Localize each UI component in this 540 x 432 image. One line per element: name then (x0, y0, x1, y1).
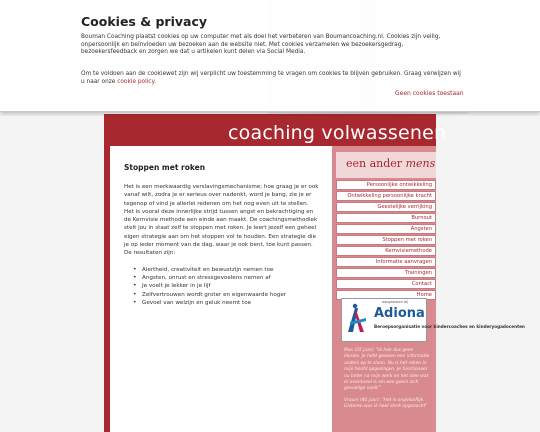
list-item: • Gevoel van welzijn en geluk neemt toe (124, 299, 320, 307)
nav-item-trainingen[interactable]: Trainingen (336, 268, 436, 278)
nav-item-persoonlijke-ontwikkeling[interactable]: Persoonlijke ontwikkeling (336, 180, 436, 190)
nav-item-ontwikkeling-persoonlijke-kracht[interactable]: Ontwikkeling persoonlijke kracht (336, 191, 436, 201)
slogan-emphasis: mens (405, 157, 436, 170)
nav-item-home[interactable]: Home (336, 290, 436, 300)
logo-tagline: Beroepsorganisatie voor kindercoaches en kinderyogadocenten (374, 324, 525, 329)
article (124, 163, 320, 307)
left-background (0, 114, 104, 432)
decline-cookies-link[interactable]: Geen cookies toestaan (395, 90, 464, 97)
list-item: • Je voelt je lekker in je lijf (124, 282, 320, 290)
article-heading: Stoppen met roken (124, 163, 206, 172)
testimonial-quote: Vroum (40 jaar): "Het is ongelooflijk. Gisteren was ik heel sterk opgezocht" (344, 397, 428, 410)
cookie-policy-link[interactable]: cookie policy (117, 78, 155, 85)
logo-caption: aangesloten bij (382, 300, 409, 304)
testimonials (344, 348, 430, 416)
results-list (124, 266, 320, 307)
cookie-banner (0, 0, 540, 112)
slogan-part: een ander (346, 157, 406, 170)
nav-item-angsten[interactable]: Angsten (336, 224, 436, 234)
article-paragraph: Het is een merkwaardig verslavingsmechanisme; hoe graag je er ook vanaf wilt, zodra je er serieus over nadenkt, word je bang, zie je er tegenop of vind je allerlei redenen om het nog even uit te stellen. Het is vooral deze innerlijke strijd tussen angst en bekrachtiging en de Kernvisie methode een einde aan maakt. De coachingsmethodiek stelt jou in staat zelf te stoppen met roken. Je leert jezelf een geheel eigen strategie aan om het stoppen vol te houden. Een strategie die je op ieder moment van de dag, waar je ook bent, toe kunt passen. De resultaten zijn: (124, 184, 319, 257)
nav-item-contact[interactable]: Contact (336, 279, 436, 289)
cookie-consent-end: . (154, 78, 156, 85)
cookie-text: Bouman Coaching plaatst cookies op uw computer met als doel het verbeteren van Boumancoaching.nl. Cookies zijn veilig, onpersoonlijk en beïnvloeden uw bezoeken aan de website niet. Met cookies verzamelen we bezoekersgedrag, bezoekersfeedback en zorgen we dat u artikelen kunt delen via Social Media. (81, 34, 441, 56)
nav-item-informatie-aanvragen[interactable]: Informatie aanvragen (336, 257, 436, 267)
cookie-title: Cookies & privacy (81, 14, 208, 29)
nav-item-geestelijke-verrijking[interactable]: Geestelijke verrijking (336, 202, 436, 212)
right-background (436, 114, 540, 432)
testimonial-quote: Max (35 jaar): "Ik heb dus geen illusies. Je hebt gewoon een informatie anders op te slaan. Nu is het roken in mijn hoofd opgeslagen. Je functioneer nu beter na mijn werk en het idee wat er eventueel is om een goein zich gevoelige voelt." (344, 348, 430, 392)
list-item: • Alertheid, creativiteit en bewustzijn nemen toe (124, 266, 320, 274)
list-item: • Zelfvertrouwen wordt groter en eigenwaarde hoger (124, 291, 320, 299)
site-title: coaching volwassenen (228, 122, 447, 144)
logo-name: Adiona (374, 306, 425, 321)
list-item: • Angsten, onrust en stressgevoelens nemen af (124, 274, 320, 282)
adiona-logo-icon (344, 302, 370, 338)
sidebar-slogan (346, 157, 435, 170)
cookie-consent-text (81, 71, 461, 86)
nav-item-burnout[interactable]: Burnout (336, 213, 436, 223)
nav-item-stoppen-met-roken[interactable]: Stoppen met roken (336, 235, 436, 245)
nav-item-kernvisiemethode[interactable]: Kernvisiemethode (336, 246, 436, 256)
cookie-consent-sentence: Om te voldoen aan de cookiewet zijn wij verplicht uw toestemming te vragen om cookies te blijven gebruiken. Graag verwijzen wij u naar onze (81, 71, 461, 85)
sidebar-nav (336, 180, 436, 301)
